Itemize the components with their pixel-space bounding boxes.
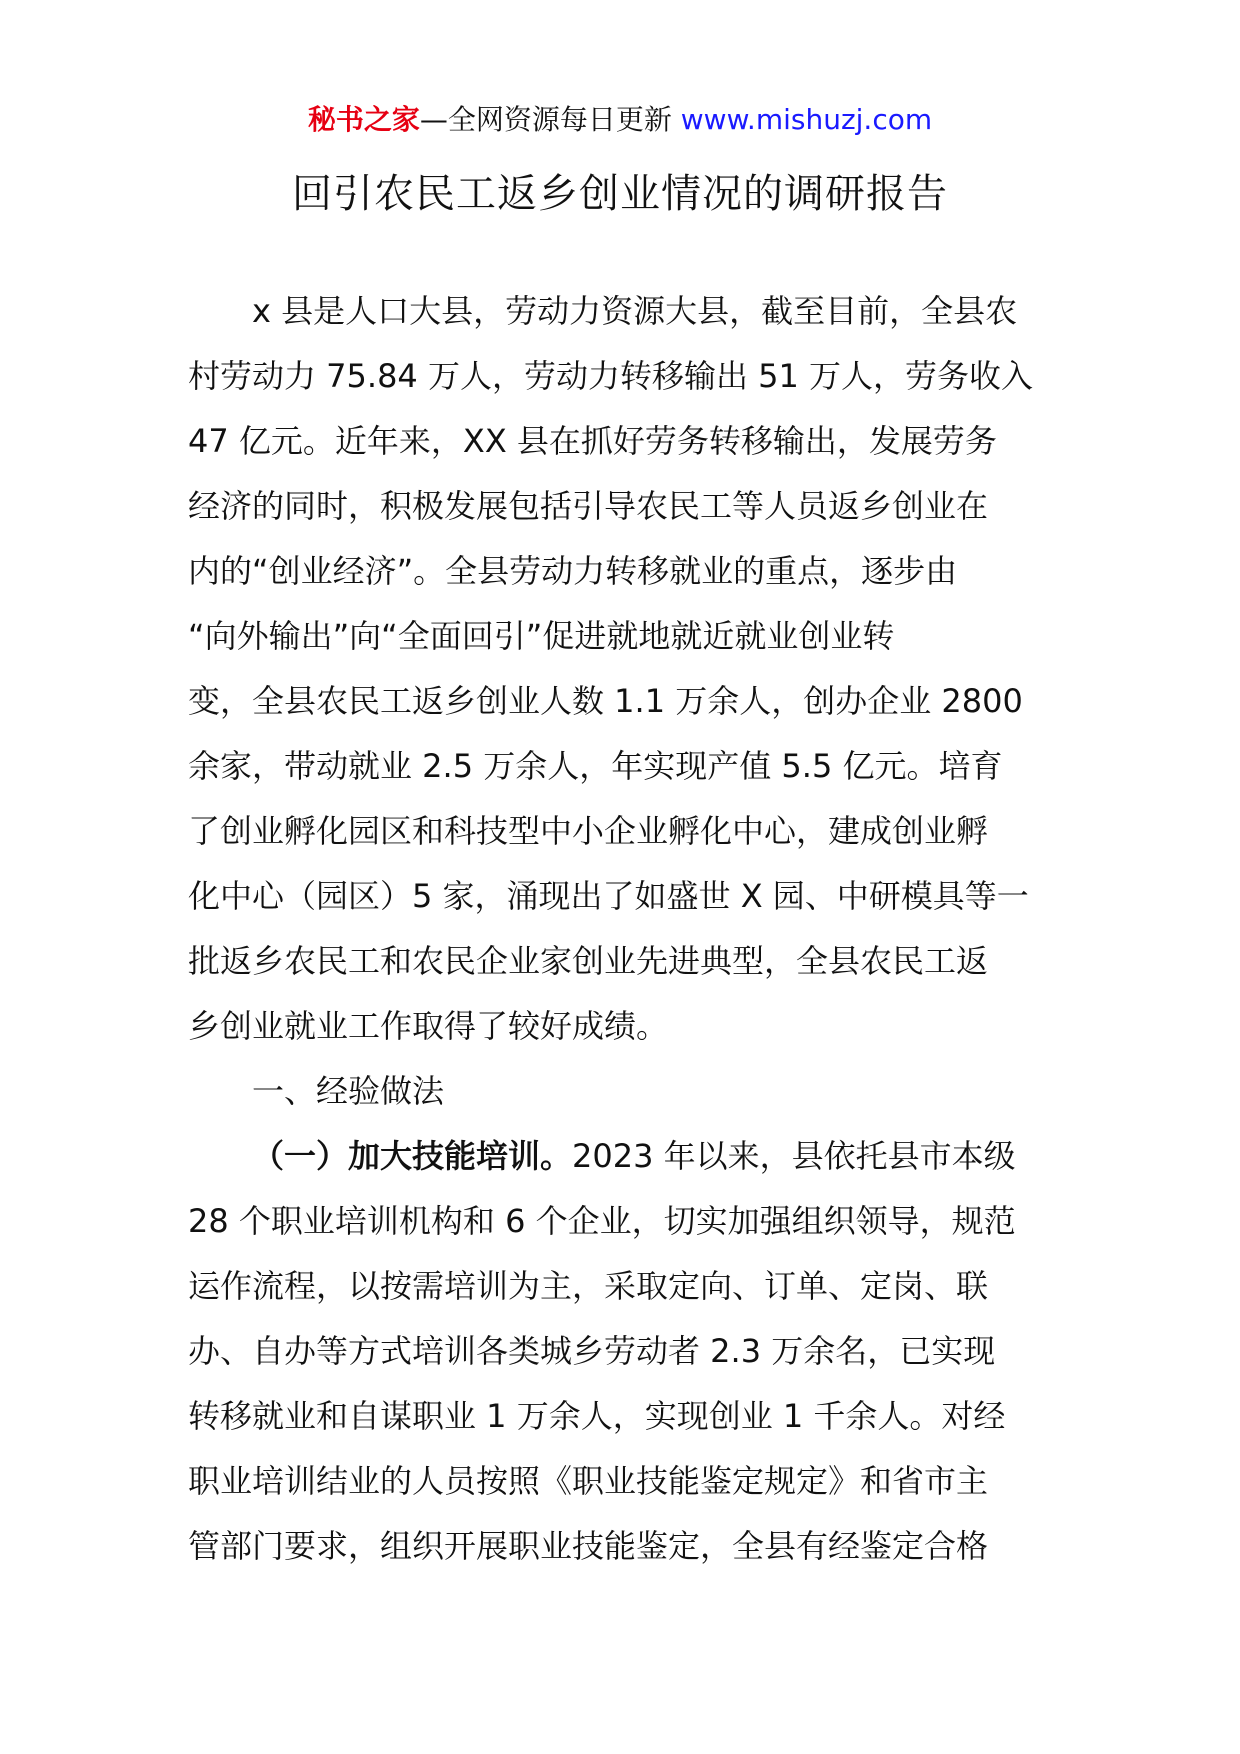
paragraph-line: 管部门要求，组织开展职业技能鉴定，全县有经鉴定合格 [188, 1527, 989, 1565]
subsection-first-line [188, 1138, 1054, 1203]
paragraph-line: 批返乡农民工和农民企业家创业先进典型，全县农民工返 [188, 942, 989, 980]
section-heading: 一、经验做法 [252, 1072, 445, 1110]
document-body [188, 293, 1054, 1593]
paragraph-line: 村劳动力 75.84 万人，劳动力转移输出 51 万人，劳务收入 [188, 357, 1034, 395]
paragraph-line: 化中心（园区）5 家，涌现出了如盛世 X 园、中研模具等一 [188, 877, 1029, 915]
paragraph-line: 余家，带动就业 2.5 万余人，年实现产值 5.5 亿元。培育 [188, 747, 1003, 785]
site-brand: 秘书之家 [307, 103, 420, 136]
paragraph-line: 乡创业就业工作取得了较好成绩。 [188, 1007, 669, 1045]
paragraph-line: x 县是人口大县，劳动力资源大县，截至目前，全县农 [252, 292, 1018, 330]
paragraph-line: 了创业孵化园区和科技型中小企业孵化中心，建成创业孵 [188, 812, 989, 850]
subsection-text: 2023 年以来，县依托县市本级 [572, 1137, 1016, 1175]
paragraph-line: “向外输出”向“全面回引”促进就地就近就业创业转 [188, 617, 895, 655]
site-slogan: —全网资源每日更新 [419, 103, 681, 136]
paragraph-line: 47 亿元。近年来，XX 县在抓好劳务转移输出，发展劳务 [188, 422, 997, 460]
paragraph-line: 28 个职业培训机构和 6 个企业，切实加强组织领导，规范 [188, 1202, 1016, 1240]
site-header [0, 100, 1240, 140]
paragraph-line: 变，全县农民工返乡创业人数 1.1 万余人，创办企业 2800 [188, 682, 1023, 720]
paragraph-line: 内的“创业经济”。全县劳动力转移就业的重点，逐步由 [188, 552, 958, 590]
document-title: 回引农民工返乡创业情况的调研报告 [292, 171, 948, 217]
paragraph-line: 运作流程，以按需培训为主，采取定向、订单、定岗、联 [188, 1267, 989, 1305]
paragraph-line: 职业培训结业的人员按照《职业技能鉴定规定》和省市主 [188, 1462, 989, 1500]
paragraph-line: 办、自办等方式培训各类城乡劳动者 2.3 万余名，已实现 [188, 1332, 996, 1370]
subsection-heading: （一）加大技能培训。 [252, 1137, 573, 1175]
paragraph-line: 转移就业和自谋职业 1 万余人，实现创业 1 千余人。对经 [188, 1397, 1006, 1435]
paragraph-line: 经济的同时，积极发展包括引导农民工等人员返乡创业在 [188, 487, 989, 525]
site-url-link[interactable]: www.mishuzj.com [680, 103, 933, 136]
